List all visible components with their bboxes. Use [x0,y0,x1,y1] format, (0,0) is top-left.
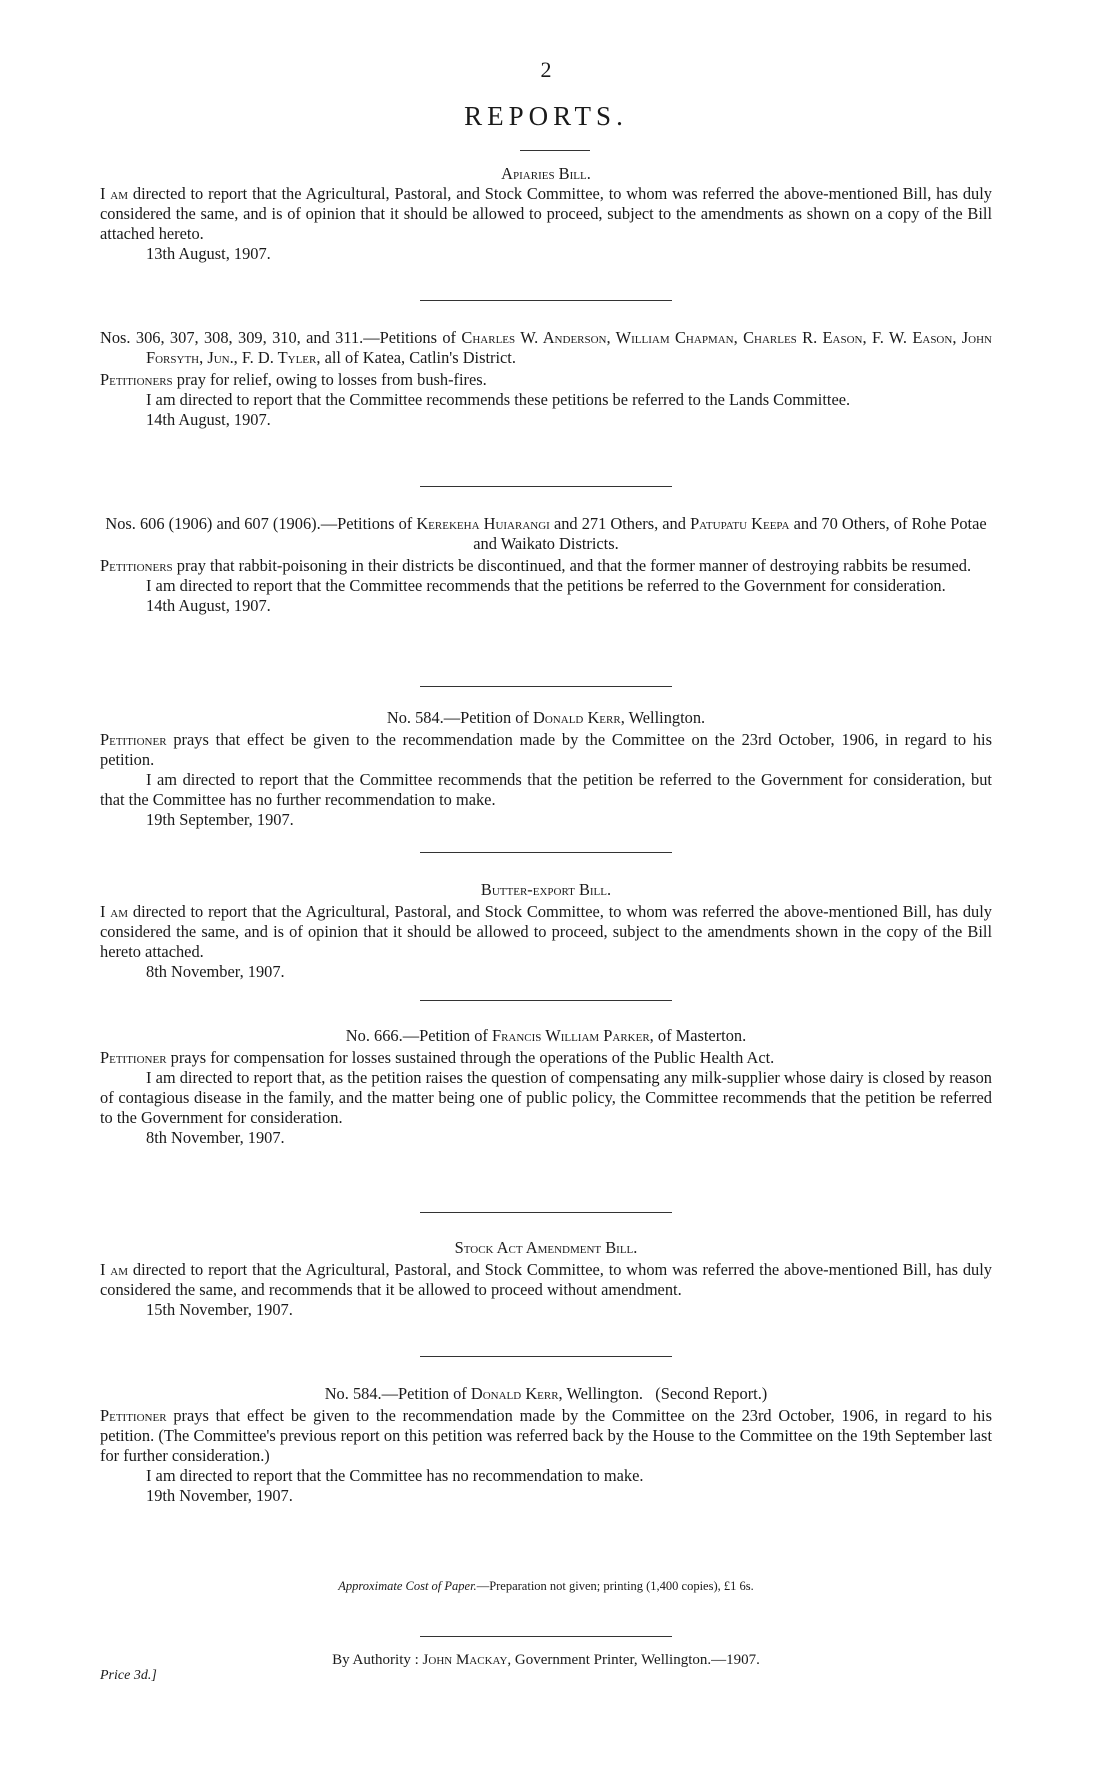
lead-word: Petitioner [100,730,167,749]
lead-word: Petitioners [100,556,173,575]
heading-suffix: all of Katea, Catlin's District. [324,348,516,367]
report-date: 15th November, 1907. [146,1300,293,1319]
section-butter-export-bill [100,880,992,982]
report-date: 8th November, 1907. [146,962,285,981]
report-date: 19th September, 1907. [146,810,294,829]
divider [420,300,672,301]
report-text: prays that effect be given to the recommendation made by the Committee on the 23rd October, 1906, in regard to his petition. (The Committee's previous report on this petition was referred back by the House to the Committee on the 19th September last for further consideration.) [100,1406,992,1465]
petitioner-name: Patupatu Keepa [690,514,790,533]
cost-note [100,1576,992,1596]
lead-word: Petitioners [100,370,173,389]
report-text: I am directed to report that the Committee recommends that the petitions be referred to the Government for consideration. [146,576,946,595]
section-heading: Nos. 306, 307, 308, 309, 310, and 311.—Petitions of [100,328,457,347]
divider [420,852,672,853]
lead-word: I am [100,184,129,203]
petitioner-name: Donald Kerr, [470,1384,563,1403]
section-heading: Stock Act Amendment Bill. [454,1238,638,1257]
report-text: pray for relief, owing to losses from bush-fires. [176,370,487,389]
divider [420,486,672,487]
report-text: I am directed to report that the Committee has no recommendation to make. [146,1466,644,1485]
authority-prefix: By Authority : [332,1652,419,1668]
lead-word: Petitioner [100,1048,167,1067]
report-text: I am directed to report that the Committee recommends that the petition be referred to the Government for consideration, but that the Committee has no further recommendation to make. [100,770,992,809]
section-heading: Nos. 606 (1906) and 607 (1906).—Petitions of [105,514,413,533]
petitioner-name: Kerekeha Huiarangi [416,514,550,533]
report-text: I am directed to report that, as the petition raises the question of compensating any milk-supplier whose dairy is closed by reason of contagious disease in the family, and the matter being one of public policy, the Committee recommends that the petition be referred to the Government for consideration. [100,1068,992,1127]
lead-word: I am [100,1260,129,1279]
section-heading: No. 584.—Petition of [386,708,529,727]
heading-suffix: and 70 Others, of Rohe Potae and Waikato Districts. [473,514,987,553]
report-text: directed to report that the Agricultural, Pastoral, and Stock Committee, to whom was referred the above-mentioned Bill, has duly considered the same, and is of opinion that it should be allowed to proceed, subject to the amendments as shown on a copy of the Bill attached hereto. [100,184,992,243]
page-title: REPORTS. [464,101,628,131]
report-text: directed to report that the Agricultural, Pastoral, and Stock Committee, to whom was referred the above-mentioned Bill, has duly considered the same, and recommends that it be allowed to proceed without amendment. [100,1260,992,1299]
heading-suffix: Wellington. [628,708,706,727]
report-text: directed to report that the Agricultural, Pastoral, and Stock Committee, to whom was referred the above-mentioned Bill, has duly considered the same, and is of opinion that it should be allowed to proceed, subject to the amendments shown in the copy of the Bill hereto attached. [100,902,992,961]
section-heading: Apiaries Bill. [501,164,591,183]
heading-mid: and 271 Others, and [553,514,686,533]
divider [420,1212,672,1213]
price-label: Price 3d.] [100,1668,157,1683]
divider [420,1000,672,1001]
report-text: prays that effect be given to the recommendation made by the Committee on the 23rd October, 1906, in regard to his petition. [100,730,992,769]
section-heading: No. 584.—Petition of [324,1384,467,1403]
report-date: 13th August, 1907. [146,244,271,263]
section-heading: Butter-export Bill. [480,880,612,899]
report-date: 8th November, 1907. [146,1128,285,1147]
section-heading: No. 666.—Petition of [345,1026,488,1045]
heading-suffix: of Masterton. [657,1026,747,1045]
report-date: 14th August, 1907. [146,596,271,615]
section-petition-584-second-report [100,1384,992,1506]
authority-line [100,1650,992,1670]
petitioner-name: Francis William Parker, [491,1026,654,1045]
section-apiaries-bill [100,164,992,264]
section-petition-584 [100,708,992,830]
petitioner-name: Donald Kerr, [533,708,625,727]
section-stock-act-amendment-bill [100,1238,992,1320]
heading-suffix: Wellington. (Second Report.) [566,1384,768,1403]
petitioner-names: Charles W. Anderson, William Chapman, Charles R. Eason, F. W. Eason, John Forsyth, Jun., F. D. Tyler, [146,328,992,367]
report-text: I am directed to report that the Committee recommends these petitions be referred to the Lands Committee. [146,390,851,409]
report-date: 14th August, 1907. [146,410,271,429]
report-date: 19th November, 1907. [146,1486,293,1505]
cost-text: —Preparation not given; printing (1,400 copies), £1 6s. [476,1579,754,1593]
divider [420,686,672,687]
section-petitions-606-607 [100,514,992,616]
section-petitions-306-311 [100,328,992,430]
title-divider [520,150,590,151]
printer-name: John Mackay, [422,1652,512,1668]
authority-suffix: Government Printer, Wellington.—1907. [514,1652,760,1668]
report-text: prays for compensation for losses sustained through the operations of the Public Health Act. [170,1048,775,1067]
divider [420,1636,672,1637]
cost-label: Approximate Cost of Paper. [338,1579,477,1593]
lead-word: I am [100,902,129,921]
page-number: 2 [540,57,552,82]
divider [420,1356,672,1357]
report-text: pray that rabbit-poisoning in their districts be discontinued, and that the former manner of destroying rabbits be resumed. [176,556,972,575]
lead-word: Petitioner [100,1406,167,1425]
section-petition-666 [100,1026,992,1148]
